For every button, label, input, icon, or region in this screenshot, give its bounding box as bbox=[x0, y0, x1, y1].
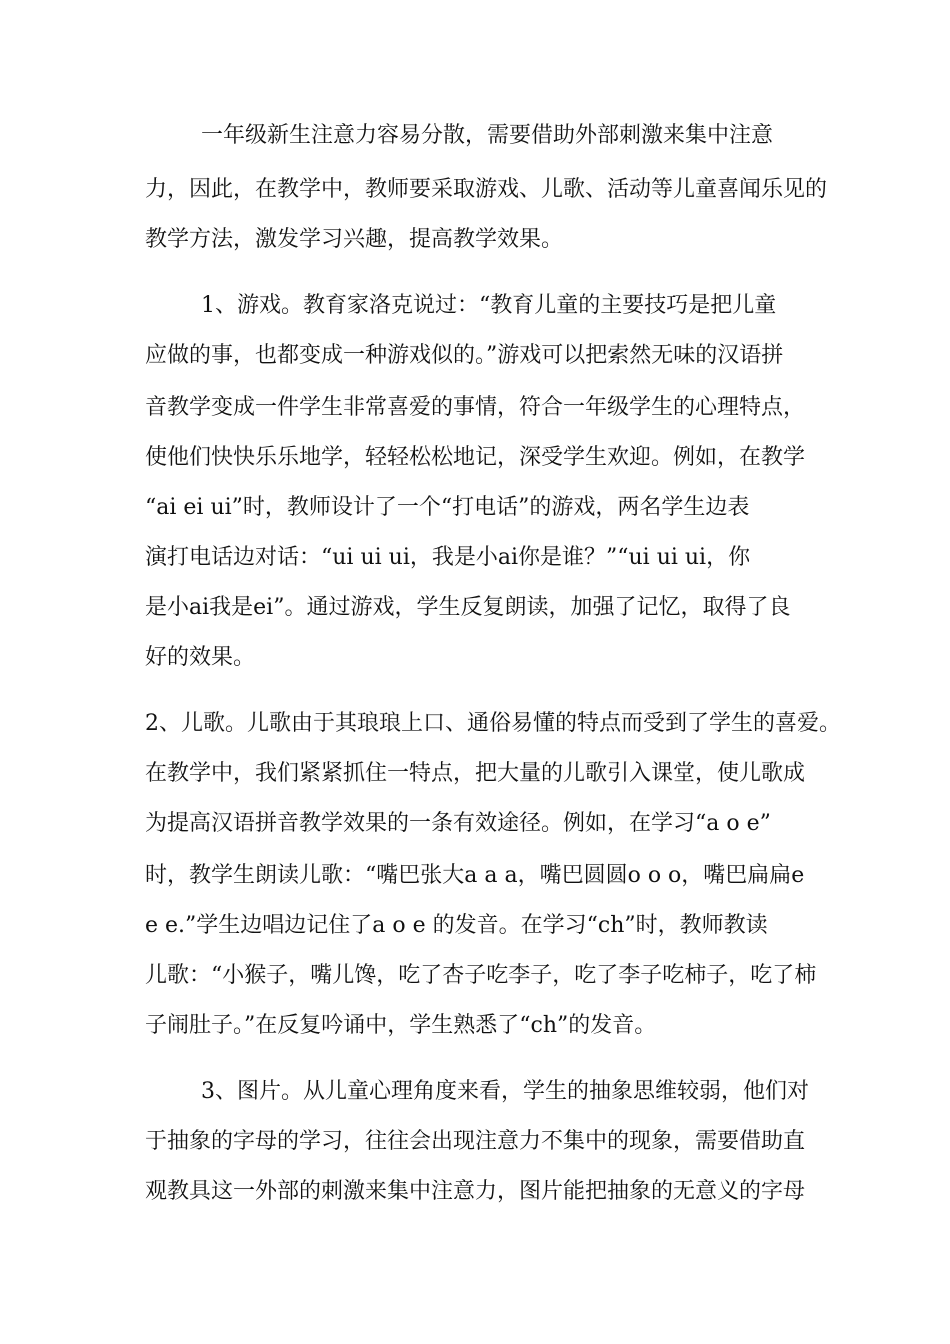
paragraph-4-line-2: 于抽象的字母的学习，往往会出现注意力不集中的现象，需要借助直 bbox=[145, 1129, 806, 1154]
paragraph-2-line-1: 1、游戏。教育家洛克说过：“教育儿童的主要技巧是把儿童 bbox=[145, 293, 777, 318]
paragraph-2-line-6: 演打电话边对话：“ui ui ui，我是小ai你是谁？”“ui ui ui，你 bbox=[145, 545, 751, 570]
paragraph-4-line-3: 观教具这一外部的刺激来集中注意力，图片能把抽象的无意义的字母 bbox=[145, 1179, 806, 1204]
paragraph-1-line-3: 教学方法，激发学习兴趣，提高教学效果。 bbox=[145, 227, 564, 252]
paragraph-3-line-4: 时，教学生朗读儿歌：“嘴巴张大a a a，嘴巴圆圆o o o，嘴巴扁扁e bbox=[145, 863, 805, 888]
paragraph-2-line-8: 好的效果。 bbox=[145, 645, 256, 670]
paragraph-2-line-3: 音教学变成一件学生非常喜爱的事情，符合一年级学生的心理特点， bbox=[145, 395, 806, 420]
paragraph-3-line-5: e e.”学生边唱边记住了a o e 的发音。在学习“ch”时，教师教读 bbox=[145, 913, 768, 938]
paragraph-2-line-5: “ai ei ui”时，教师设计了一个“打电话”的游戏，两名学生边表 bbox=[145, 495, 750, 520]
paragraph-3-line-6: 儿歌：“小猴子，嘴儿馋，吃了杏子吃李子，吃了李子吃柿子，吃了柿 bbox=[145, 963, 817, 988]
paragraph-1-line-1: 一年级新生注意力容易分散，需要借助外部刺激来集中注意 bbox=[145, 123, 773, 148]
paragraph-4-line-1: 3、图片。从儿童心理角度来看，学生的抽象思维较弱，他们对 bbox=[145, 1079, 809, 1104]
paragraph-3-line-1: 2、儿歌。儿歌由于其琅琅上口、通俗易懂的特点而受到了学生的喜爱。 bbox=[145, 711, 841, 736]
paragraph-2-line-4: 使他们快快乐乐地学，轻轻松松地记，深受学生欢迎。例如，在教学 bbox=[145, 445, 806, 470]
paragraph-2-line-2: 应做的事，也都变成一种游戏似的。”游戏可以把索然无味的汉语拼 bbox=[145, 343, 784, 368]
paragraph-3-line-7: 子闹肚子。”在反复吟诵中，学生熟悉了“ch”的发音。 bbox=[145, 1013, 657, 1038]
paragraph-3-line-2: 在教学中，我们紧紧抓住一特点，把大量的儿歌引入课堂，使儿歌成 bbox=[145, 761, 806, 786]
paragraph-3-line-3: 为提高汉语拼音教学效果的一条有效途径。例如，在学习“a o e” bbox=[145, 811, 771, 836]
paragraph-1-line-2: 力，因此，在教学中，教师要采取游戏、儿歌、活动等儿童喜闻乐见的 bbox=[145, 177, 828, 202]
paragraph-2-line-7: 是小ai我是ei”。通过游戏，学生反复朗读，加强了记忆，取得了良 bbox=[145, 595, 791, 620]
